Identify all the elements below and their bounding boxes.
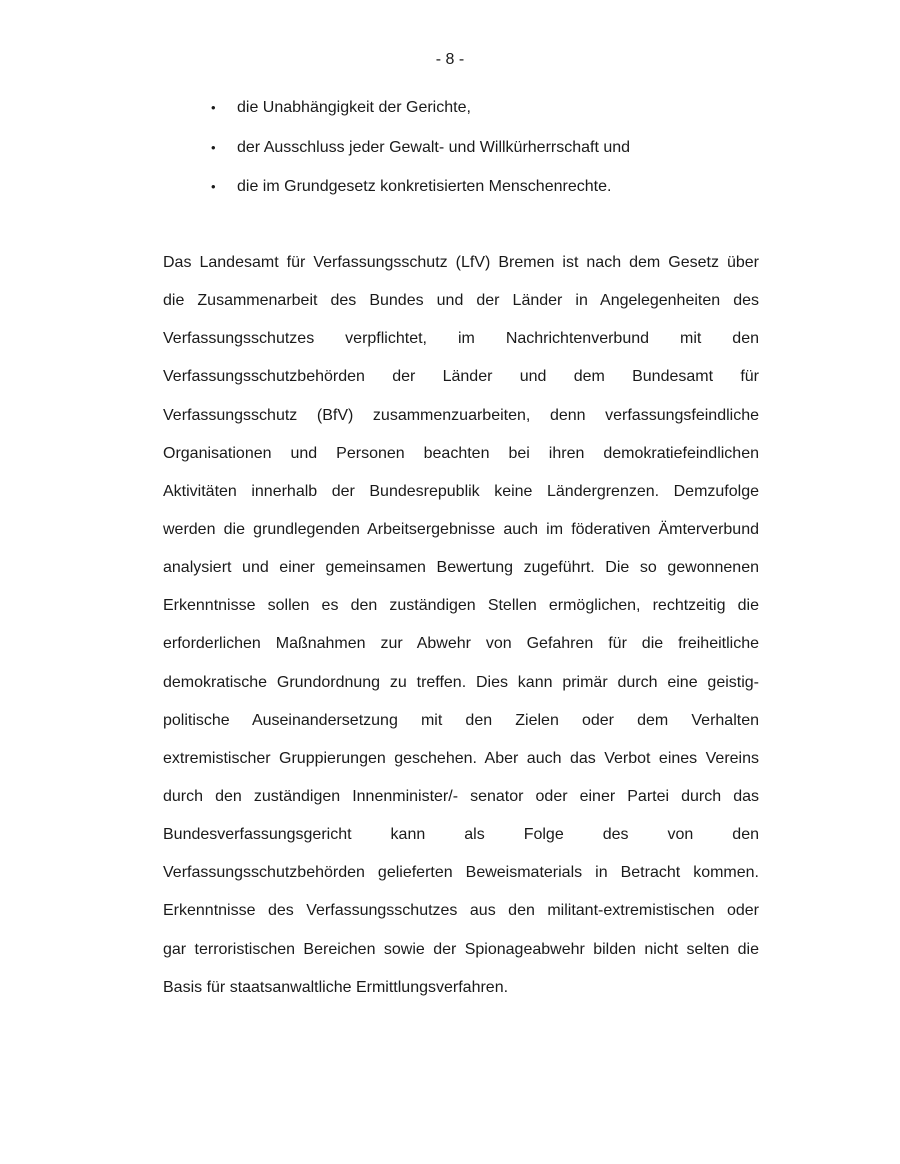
paragraph-line: analysiert und einer gemeinsamen Bewertung zugeführt. Die so gewonnenen: [163, 559, 759, 577]
paragraph-line: durch den zuständigen Innenminister/- senator oder einer Partei durch das: [163, 787, 759, 805]
paragraph-line: Verfassungsschutzbehörden gelieferten Beweismaterials in Betracht kommen.: [163, 864, 759, 882]
paragraph-line: Verfassungsschutzbehörden der Länder und dem Bundesamt für: [163, 368, 759, 386]
paragraph-line: extremistischer Gruppierungen geschehen. Aber auch das Verbot eines Vereins: [163, 749, 759, 767]
paragraph-line: gar terroristischen Bereichen sowie der Spionageabwehr bilden nicht selten die: [163, 940, 759, 958]
bullet-icon: •: [211, 139, 216, 155]
paragraph-line: Erkenntnisse sollen es den zuständigen Stellen ermöglichen, rechtzeitig die: [163, 597, 759, 615]
bullet-text: der Ausschluss jeder Gewalt- und Willkürherrschaft und: [237, 138, 631, 156]
paragraph-line: die Zusammenarbeit des Bundes und der Länder in Angelegenheiten des: [163, 292, 759, 310]
paragraph-line: politische Auseinandersetzung mit den Zielen oder dem Verhalten: [163, 711, 759, 729]
bullet-icon: •: [211, 100, 216, 115]
bullet-item: [0, 96, 900, 136]
bullet-text: die Unabhängigkeit der Gerichte,: [237, 99, 471, 116]
bullet-item: [0, 175, 900, 215]
paragraph-line: Verfassungsschutzes verpflichtet, im Nachrichtenverbund mit den: [163, 330, 759, 348]
paragraph-line: erforderlichen Maßnahmen zur Abwehr von Gefahren für die freiheitliche: [163, 635, 759, 653]
bullet-list: [0, 96, 900, 215]
page-number: - 8 -: [435, 51, 465, 68]
bullet-item: [0, 136, 900, 176]
paragraph-line: demokratische Grundordnung zu treffen. Dies kann primär durch eine geistig-: [163, 673, 759, 691]
paragraph-line: Bundesverfassungsgericht kann als Folge des von den: [163, 826, 759, 844]
paragraph-line: Basis für staatsanwaltliche Ermittlungsverfahren.: [163, 978, 509, 996]
bullet-icon: •: [211, 179, 216, 194]
paragraph-line: werden die grundlegenden Arbeitsergebnisse auch im föderativen Ämterverbund: [163, 520, 759, 538]
bullet-text: die im Grundgesetz konkretisierten Menschenrechte.: [237, 178, 612, 195]
paragraph-line: Verfassungsschutz (BfV) zusammenzuarbeiten, denn verfassungsfeindliche: [163, 406, 759, 424]
paragraph-line: Aktivitäten innerhalb der Bundesrepublik keine Ländergrenzen. Demzufolge: [163, 482, 759, 500]
paragraph-line: Das Landesamt für Verfassungsschutz (LfV) Bremen ist nach dem Gesetz über: [163, 254, 759, 271]
paragraph-line: Erkenntnisse des Verfassungsschutzes aus den militant-extremistischen oder: [163, 902, 759, 920]
paragraph-line: Organisationen und Personen beachten bei ihren demokratiefeindlichen: [163, 444, 759, 462]
body-paragraph: [163, 251, 759, 1014]
